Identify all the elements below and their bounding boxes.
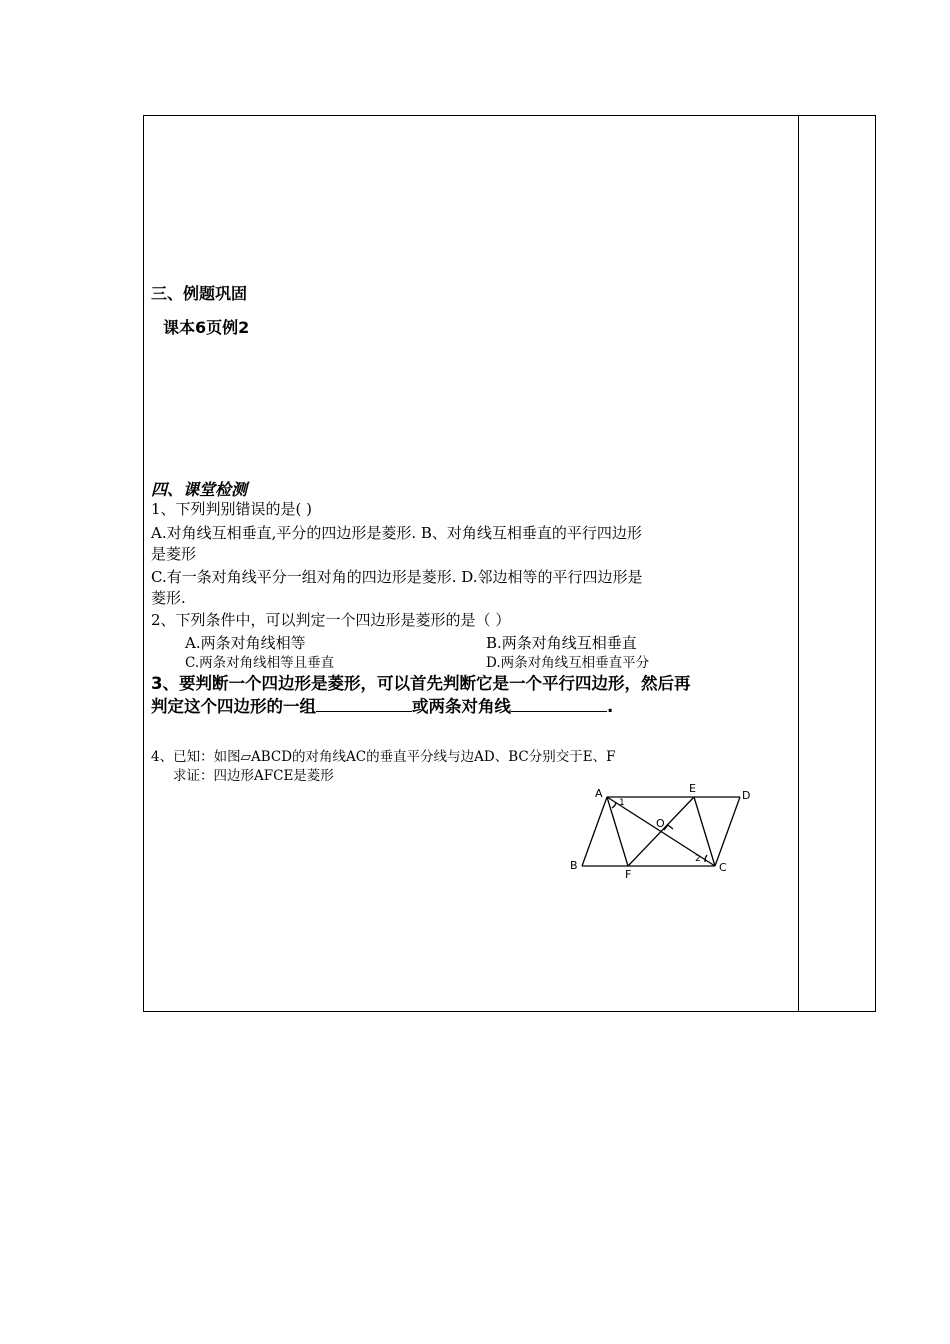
label-F: F bbox=[625, 868, 632, 881]
q3-line2-part-b: 或两条对角线 bbox=[412, 697, 511, 716]
edge-DC bbox=[715, 797, 740, 866]
label-D: D bbox=[742, 789, 751, 802]
content-table-frame bbox=[143, 115, 876, 1012]
q4-line2: 求证：四边形AFCE是菱形 bbox=[173, 768, 334, 784]
label-angle-2: 2 bbox=[695, 854, 701, 864]
label-B: B bbox=[570, 859, 578, 872]
q2-option-b: B.两条对角线互相垂直 bbox=[486, 634, 637, 652]
q3-blank-2[interactable] bbox=[511, 697, 607, 712]
segment-AF bbox=[607, 797, 628, 866]
q2-option-c: C.两条对角线相等且垂直 bbox=[185, 655, 335, 671]
q2-option-d: D.两条对角线互相垂直平分 bbox=[486, 655, 650, 671]
q4-line1-part-b: ABCD的对角线AC的垂直平分线与边AD、BC分别交于E、F bbox=[250, 749, 616, 765]
q3-line1: 3、要判断一个四边形是菱形，可以首先判断它是一个平行四边形，然后再 bbox=[151, 674, 691, 693]
section4-heading-text: 四、课堂检测 bbox=[151, 480, 248, 499]
q3-line2-part-c: . bbox=[607, 697, 614, 716]
diagonal-EF bbox=[628, 797, 694, 866]
q1-line2: 是菱形 bbox=[151, 545, 197, 563]
right-angle-mark bbox=[664, 825, 673, 830]
q4-line1 bbox=[151, 747, 615, 767]
label-E: E bbox=[689, 782, 696, 795]
section4-heading bbox=[151, 480, 247, 500]
q1-stem: 1、下列判别错误的是( ) bbox=[151, 500, 313, 518]
label-O: O bbox=[656, 817, 665, 830]
label-angle-1: 1 bbox=[619, 798, 625, 808]
edge-BA bbox=[582, 797, 607, 866]
section3-heading: 三、例题巩固 bbox=[151, 284, 248, 303]
q3-line2 bbox=[151, 697, 613, 717]
q3-line2-part-a: 判定这个四边形的一组 bbox=[151, 697, 316, 716]
q1-line4: 菱形. bbox=[151, 589, 186, 607]
parallelogram-figure bbox=[560, 780, 760, 885]
q4-line1-part-a: 4、已知：如图 bbox=[151, 749, 241, 765]
label-C: C bbox=[719, 861, 727, 874]
q2-stem: 2、下列条件中，可以判定一个四边形是菱形的是（ ） bbox=[151, 611, 511, 629]
parallelogram-icon: ▱ bbox=[240, 749, 251, 765]
table-column-divider bbox=[798, 115, 799, 1012]
label-A: A bbox=[595, 787, 603, 800]
q1-line3: C.有一条对角线平分一组对角的四边形是菱形. D.邻边相等的平行四边形是 bbox=[151, 568, 643, 586]
angle-1-arc bbox=[612, 803, 616, 808]
q2-option-a: A.两条对角线相等 bbox=[185, 634, 306, 652]
q1-line1: A.对角线互相垂直,平分的四边形是菱形. B、对角线互相垂直的平行四边形 bbox=[151, 524, 642, 542]
section3-item: 课本6页例2 bbox=[163, 318, 250, 337]
q3-blank-1[interactable] bbox=[316, 697, 412, 712]
